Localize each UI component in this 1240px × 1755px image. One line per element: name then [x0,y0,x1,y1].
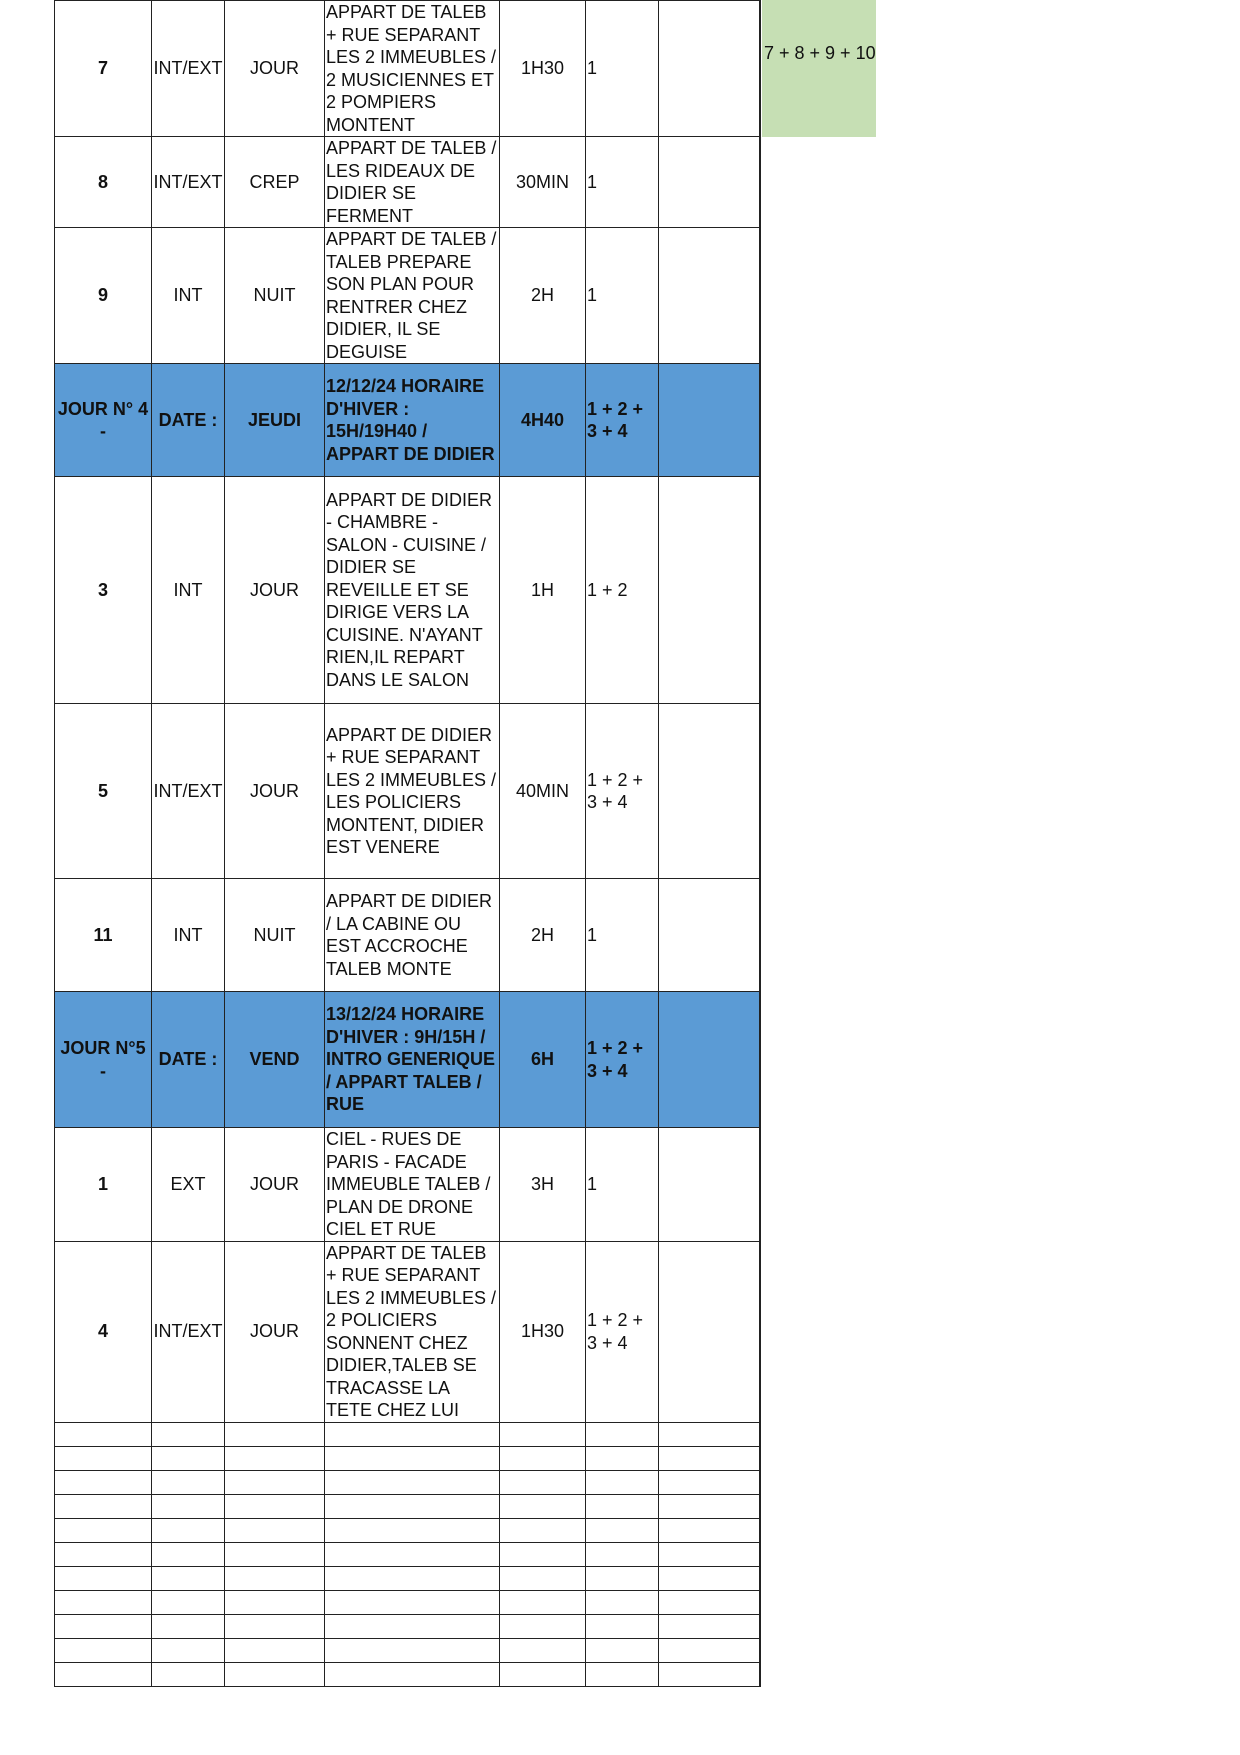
duration-cell: 4H40 [500,364,586,477]
scene-number-cell: 7 [55,1,152,137]
int-ext-cell: INT [152,879,225,992]
time-of-day-cell: JOUR [225,1128,325,1242]
duration-cell [500,1662,586,1686]
duration-cell [500,1590,586,1614]
time-of-day-cell: CREP [225,137,325,228]
scene-number-cell: JOUR N° 4 - [55,364,152,477]
description-cell: APPART DE DIDIER + RUE SEPARANT LES 2 IMMEUBLES / LES POLICIERS MONTENT, DIDIER EST VENERE [325,704,500,879]
scene-number-cell: 4 [55,1241,152,1422]
scene-number-cell: 9 [55,228,152,364]
duration-cell: 6H [500,992,586,1128]
scene-number-cell [55,1518,152,1542]
time-of-day-cell: JOUR [225,704,325,879]
scene-number-cell [55,1446,152,1470]
sequence-cell [586,1446,659,1470]
time-of-day-cell [225,1470,325,1494]
duration-cell: 1H30 [500,1,586,137]
sequence-cell: 1 + 2 + 3 + 4 [586,992,659,1128]
int-ext-cell: INT [152,228,225,364]
sequence-cell: 1 [586,879,659,992]
scene-number-cell: 11 [55,879,152,992]
empty-row [55,1614,760,1638]
int-ext-cell [152,1638,225,1662]
description-cell [325,1470,500,1494]
duration-cell [500,1638,586,1662]
empty-row [55,1470,760,1494]
duration-cell: 1H [500,477,586,704]
scene-number-cell [55,1422,152,1446]
empty-row [55,1422,760,1446]
duration-cell [500,1542,586,1566]
scene-number-cell [55,1566,152,1590]
scene-number-cell: 3 [55,477,152,704]
empty-row [55,1446,760,1470]
scene-number-cell: 1 [55,1128,152,1242]
time-of-day-cell [225,1446,325,1470]
scene-row [55,477,760,704]
duration-cell: 1H30 [500,1241,586,1422]
duration-cell [500,1470,586,1494]
sequence-cell [586,1470,659,1494]
int-ext-cell: INT/EXT [152,704,225,879]
int-ext-cell [152,1590,225,1614]
scene-number-cell: JOUR N°5 - [55,992,152,1128]
time-of-day-cell: VEND [225,992,325,1128]
description-cell [325,1446,500,1470]
time-of-day-cell [225,1566,325,1590]
int-ext-cell [152,1518,225,1542]
int-ext-cell [152,1662,225,1686]
sequence-cell: 1 [586,137,659,228]
sequence-cell [586,1566,659,1590]
duration-cell [500,1566,586,1590]
time-of-day-cell [225,1590,325,1614]
sequence-cell [586,1590,659,1614]
scene-number-cell [55,1542,152,1566]
int-ext-cell: INT [152,477,225,704]
description-cell: APPART DE TALEB + RUE SEPARANT LES 2 IMMEUBLES / 2 POLICIERS SONNENT CHEZ DIDIER,TALEB SE TRACASSE LA TETE CHEZ LUI [325,1241,500,1422]
sequence-cell: 1 + 2 + 3 + 4 [586,364,659,477]
notes-cell [659,1518,760,1542]
time-of-day-cell [225,1422,325,1446]
scene-row [55,879,760,992]
scene-group-note: 7 + 8 + 9 + 10 [762,0,876,137]
int-ext-cell: INT/EXT [152,1241,225,1422]
scene-row [55,137,760,228]
int-ext-cell [152,1446,225,1470]
scene-number-cell [55,1638,152,1662]
description-cell: 12/12/24 HORAIRE D'HIVER : 15H/19H40 / APPART DE DIDIER [325,364,500,477]
description-cell [325,1590,500,1614]
sequence-cell: 1 + 2 + 3 + 4 [586,704,659,879]
int-ext-cell [152,1422,225,1446]
sequence-cell: 1 [586,228,659,364]
int-ext-cell [152,1470,225,1494]
scene-row [55,1128,760,1242]
empty-row [55,1638,760,1662]
description-cell: APPART DE TALEB / TALEB PREPARE SON PLAN POUR RENTRER CHEZ DIDIER, IL SE DEGUISE [325,228,500,364]
int-ext-cell: DATE : [152,992,225,1128]
empty-row [55,1566,760,1590]
scene-number-cell [55,1614,152,1638]
notes-cell [659,1614,760,1638]
day-header-row [55,364,760,477]
notes-cell [659,1494,760,1518]
description-cell: APPART DE DIDIER / LA CABINE OU EST ACCROCHE TALEB MONTE [325,879,500,992]
int-ext-cell [152,1494,225,1518]
int-ext-cell [152,1542,225,1566]
sequence-cell: 1 + 2 + 3 + 4 [586,1241,659,1422]
notes-cell [659,1241,760,1422]
description-cell [325,1614,500,1638]
int-ext-cell [152,1566,225,1590]
time-of-day-cell [225,1518,325,1542]
scene-row [55,228,760,364]
empty-row [55,1590,760,1614]
description-cell [325,1494,500,1518]
scene-number-cell [55,1470,152,1494]
time-of-day-cell [225,1542,325,1566]
scene-number-cell: 8 [55,137,152,228]
int-ext-cell [152,1614,225,1638]
time-of-day-cell: JOUR [225,477,325,704]
empty-row [55,1542,760,1566]
scene-number-cell [55,1590,152,1614]
description-cell [325,1518,500,1542]
time-of-day-cell: NUIT [225,879,325,992]
sequence-cell [586,1614,659,1638]
schedule-body [55,1,760,1687]
notes-cell [659,1638,760,1662]
notes-cell [659,1470,760,1494]
int-ext-cell: EXT [152,1128,225,1242]
notes-cell [659,228,760,364]
duration-cell: 2H [500,879,586,992]
sequence-cell [586,1422,659,1446]
notes-cell [659,1,760,137]
duration-cell [500,1494,586,1518]
duration-cell: 40MIN [500,704,586,879]
notes-cell [659,1422,760,1446]
sequence-cell: 1 [586,1,659,137]
scene-number-cell: 5 [55,704,152,879]
notes-cell [659,1128,760,1242]
notes-cell [659,1590,760,1614]
notes-cell [659,1662,760,1686]
time-of-day-cell [225,1638,325,1662]
notes-cell [659,1566,760,1590]
sequence-cell: 1 + 2 [586,477,659,704]
notes-cell [659,137,760,228]
duration-cell [500,1446,586,1470]
time-of-day-cell [225,1614,325,1638]
schedule-table [54,0,761,1687]
description-cell: APPART DE TALEB / LES RIDEAUX DE DIDIER SE FERMENT [325,137,500,228]
sequence-cell [586,1542,659,1566]
duration-cell [500,1614,586,1638]
notes-cell [659,477,760,704]
notes-cell [659,992,760,1128]
description-cell [325,1638,500,1662]
description-cell: CIEL - RUES DE PARIS - FACADE IMMEUBLE TALEB / PLAN DE DRONE CIEL ET RUE [325,1128,500,1242]
scene-number-cell [55,1494,152,1518]
time-of-day-cell [225,1662,325,1686]
description-cell: APPART DE TALEB + RUE SEPARANT LES 2 IMMEUBLES / 2 MUSICIENNES ET 2 POMPIERS MONTENT [325,1,500,137]
scene-row [55,704,760,879]
duration-cell: 2H [500,228,586,364]
notes-cell [659,704,760,879]
scene-row [55,1241,760,1422]
description-cell [325,1542,500,1566]
time-of-day-cell: JOUR [225,1241,325,1422]
day-header-row [55,992,760,1128]
sequence-cell [586,1638,659,1662]
time-of-day-cell: JOUR [225,1,325,137]
description-cell: 13/12/24 HORAIRE D'HIVER : 9H/15H / INTRO GENERIQUE / APPART TALEB / RUE [325,992,500,1128]
notes-cell [659,879,760,992]
sequence-cell: 1 [586,1128,659,1242]
description-cell [325,1422,500,1446]
notes-cell [659,1446,760,1470]
time-of-day-cell: NUIT [225,228,325,364]
int-ext-cell: INT/EXT [152,1,225,137]
notes-cell [659,364,760,477]
time-of-day-cell: JEUDI [225,364,325,477]
scene-number-cell [55,1662,152,1686]
int-ext-cell: DATE : [152,364,225,477]
duration-cell: 30MIN [500,137,586,228]
empty-row [55,1662,760,1686]
notes-cell [659,1542,760,1566]
empty-row [55,1518,760,1542]
duration-cell [500,1518,586,1542]
time-of-day-cell [225,1494,325,1518]
description-cell [325,1662,500,1686]
sequence-cell [586,1518,659,1542]
description-cell: APPART DE DIDIER - CHAMBRE - SALON - CUISINE / DIDIER SE REVEILLE ET SE DIRIGE VERS LA CUISINE. N'AYANT RIEN,IL REPART DANS LE SALON [325,477,500,704]
int-ext-cell: INT/EXT [152,137,225,228]
empty-row [55,1494,760,1518]
duration-cell: 3H [500,1128,586,1242]
duration-cell [500,1422,586,1446]
sequence-cell [586,1494,659,1518]
scene-row [55,1,760,137]
sequence-cell [586,1662,659,1686]
description-cell [325,1566,500,1590]
